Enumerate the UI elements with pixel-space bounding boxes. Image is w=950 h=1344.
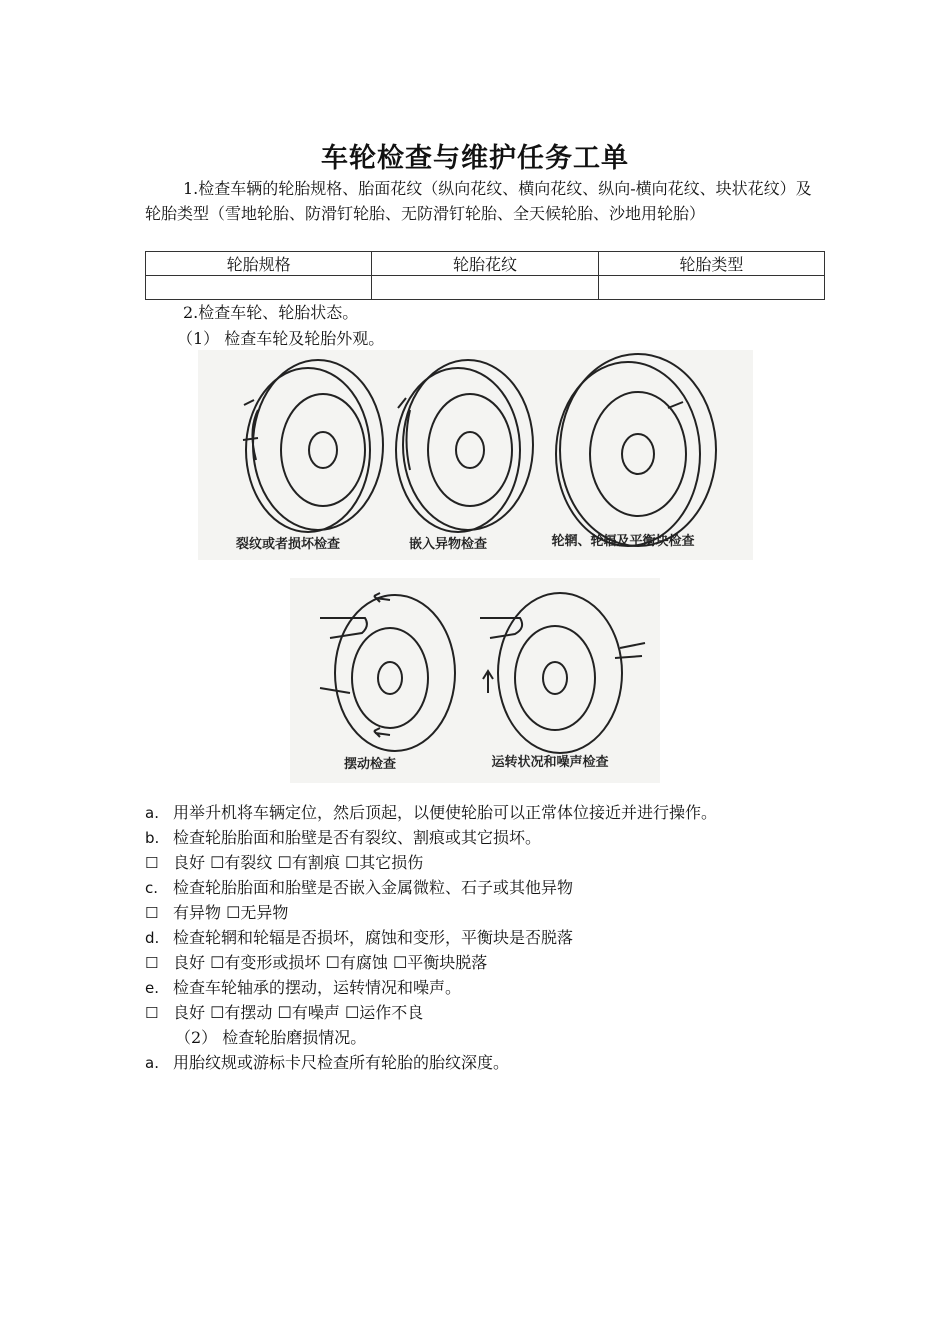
item-text: 检查车轮轴承的摆动，运转情况和噪声。 [173, 978, 462, 997]
checkbox[interactable]: ☐ [145, 954, 159, 972]
item-text: 用胎纹规或游标卡尺检查所有轮胎的胎纹深度。 [173, 1053, 510, 1072]
list-item [145, 1050, 845, 1076]
tire-illustration [480, 593, 645, 753]
checkbox[interactable]: ☐ [145, 854, 159, 872]
tire-spec-table [145, 251, 825, 300]
table-cell[interactable] [598, 276, 824, 300]
tire-illustration [396, 360, 533, 532]
table-header-cell: 轮胎类型 [598, 252, 824, 276]
table-header-row [146, 252, 825, 276]
tire-inspection-figure-1 [198, 350, 753, 560]
table-header-cell: 轮胎花纹 [372, 252, 598, 276]
item-text: 检查轮辋和轮辐是否损坏，腐蚀和变形，平衡块是否脱落 [173, 928, 574, 947]
checkbox[interactable]: ☐ [145, 904, 159, 922]
tire-illustration [320, 593, 455, 751]
list-item [145, 975, 845, 1001]
table-cell[interactable] [372, 276, 598, 300]
item-label: b. [145, 829, 160, 847]
tire-inspection-figure-2 [290, 578, 660, 783]
page-title: 车轮检查与维护任务工单 [321, 143, 629, 174]
checkbox-row[interactable] [145, 1000, 845, 1026]
question-2-heading: 2.检查车轮、轮胎状态。 [183, 303, 359, 322]
item-text: 用举升机将车辆定位，然后顶起，以便使轮胎可以正常体位接近并进行操作。 [173, 803, 718, 822]
checkbox-row[interactable] [145, 850, 845, 876]
figure-caption: 摆动检查 [343, 757, 397, 772]
subsection-2-heading: （2） 检查轮胎磨损情况。 [175, 1028, 367, 1047]
subsection-1-heading: （1） 检查车轮及轮胎外观。 [177, 329, 385, 348]
checkbox-options[interactable]: 良好 ☐有摆动 ☐有噪声 ☐运作不良 [173, 1003, 424, 1022]
checkbox[interactable]: ☐ [145, 1004, 159, 1022]
tire-illustration [556, 354, 716, 546]
tire-illustration [243, 360, 383, 532]
list-item [145, 925, 845, 951]
question-1-text: 1.检查车辆的轮胎规格、胎面花纹（纵向花纹、横向花纹、纵向-横向花纹、块状花纹）及轮胎类型（雪地轮胎、防滑钉轮胎、无防滑钉轮胎、全天候轮胎、沙地用轮胎） [145, 179, 812, 223]
figure-caption: 嵌入异物检查 [408, 537, 488, 552]
figure-caption: 裂纹或者损坏检查 [235, 537, 341, 552]
item-text: 检查轮胎胎面和胎壁是否有裂纹、割痕或其它损坏。 [173, 828, 542, 847]
table-header-cell: 轮胎规格 [146, 252, 372, 276]
arrow-icon [483, 671, 493, 693]
item-text: 检查轮胎胎面和胎壁是否嵌入金属微粒、石子或其他异物 [173, 878, 574, 897]
figure-caption: 运转状况和噪声检查 [491, 755, 609, 770]
checkbox-options[interactable]: 良好 ☐有裂纹 ☐有割痕 ☐其它损伤 [173, 853, 424, 872]
checkbox-row[interactable] [145, 950, 845, 976]
table-row [146, 276, 825, 300]
item-label: d. [145, 929, 160, 947]
arrow-icon [374, 728, 390, 737]
figure-caption: 轮辋、轮辐及平衡块检查 [551, 534, 695, 549]
item-label: a. [145, 804, 159, 822]
list-item [145, 800, 845, 826]
item-label: c. [145, 879, 159, 897]
item-label: e. [145, 979, 159, 997]
checkbox-options[interactable]: 良好 ☐有变形或损坏 ☐有腐蚀 ☐平衡块脱落 [173, 953, 488, 972]
checkbox-row[interactable] [145, 900, 845, 926]
checkbox-options[interactable]: 有异物 ☐无异物 [173, 903, 289, 922]
list-item [145, 875, 845, 901]
table-cell[interactable] [146, 276, 372, 300]
item-label: a. [145, 1054, 159, 1072]
list-item [145, 825, 845, 851]
